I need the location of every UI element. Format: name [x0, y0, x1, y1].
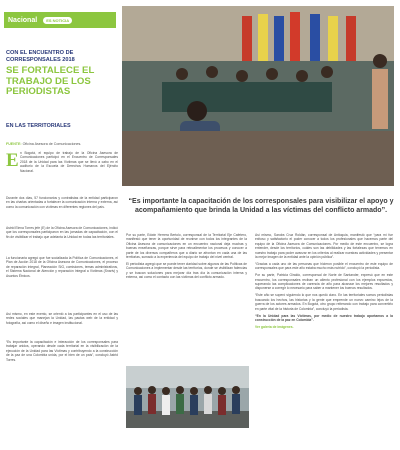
article-source: [6, 142, 118, 146]
group-photo: [126, 366, 249, 428]
section-label: Nacional: [8, 16, 38, 24]
col3-paragraph-1: Así mismo, Sandra Cruz Roldán, corresponsal de Antioquia, manifestó que “para mí fue exitoso y satisfactorio el poder conocer a todos los profesionales que hacemos parte del equipo de la Oficina Asesora de Comunicaciones. Por medio de este encuentro, se logra entender, desde los territorios, cuáles son las debilidades y las fortalezas que tenemos en nuestro trabajo para poder avanzar en los criterios al realizar nuestras actividades y presentar la mejor imagen de la entidad ante la opinión pública”.: [255, 233, 393, 260]
col3-paragraph-3: Por su parte, Patricia Giraldo, corresponsal de Norte de Santander, expresó que en este encuentro, los corresponsales reciban un aliento profesional con los ejemplos expuestos, superando las complicaciones de carencia de año para alcanzar los mejores resultados y disponerse a corregir lo necesario para saber a mantener los buenos resultados.: [255, 273, 393, 291]
left-paragraph-1: Durante dos días, 57 funcionarios y contratistas de la entidad participaron en las charlas orientadas a fortalecer la comunicación interna y externa, así como la comunicación con víctimas en diferentes regiones del país.: [6, 196, 118, 209]
col2-paragraph-1: Por su parte, Edwin Herrera Bertolo, corresponsal de la Territorial Eje Cafetero, manifestó que tener la oportunidad de reunirse con todos los integrantes de la Oficina Asesora de comunicaciones en un encuentro nacional deja muchas y buenas enseñanzas, porque sirve para retroalimentar los procesos y conocer a parte de los diversos compañeros que a diario se afrontan en cada una de las territorias, sumado a la experiencia del equipo de trabajo del nivel central.: [126, 233, 247, 260]
source-key: FUENTE:: [6, 142, 22, 146]
col2-paragraph-2: El periodista agregó que se puede tener claridad sobre algunos de las Políticas de Comunicaciones a implementar desde las territorios, donde se visibilizan falencias y se buscan soluciones para mejorar día tras día la comunicación interna y externa, así como el contacto con las víctimas del conflicto armado.: [126, 261, 247, 280]
article-kicker: CON EL ENCUENTRO DE CORRESPONSALES 2018: [6, 50, 75, 63]
pull-quote: “Es importante la capacitación de los corresponsales para visibilizar el apoyo y acompañamiento que brinda la Unidad a las víctimas del conflicto armado”.: [128, 198, 394, 214]
col3-paragraph-4: “Este año se superó siguiendo lo que nos quedó claro. En las territoriales somos periodistas buscando los hechos, las historias y la gente que emprende un nuevo camino lejos de la guerra de los actores armados. En Bogotá, otro grupo reiterando con trabajo para convertirlo en parte vital de la historia de Colombia”, concluyó la periodista.: [255, 293, 393, 311]
lead-paragraph: n Bogotá, el equipo de trabajo de la Oficina Asesora de Comunicaciones participó en el Encuentro de Corresponsales 2018 de la Unidad para las Víctimas que se llevó a cabo en el auditorio de la Escuela de Derechos Humanos del Ejército Nacional.: [20, 151, 118, 173]
gallery-link[interactable]: Ver galería de imágenes.: [255, 324, 294, 329]
text-column-3: [255, 233, 393, 332]
text-column-2: [126, 233, 247, 282]
main-photo: [122, 6, 394, 186]
article-subhead: EN LAS TERRITORIALES: [6, 123, 71, 129]
col3-paragraph-5: “En la Unidad para las Víctimas, por medio de nuestro trabajo aportamos a la construcción de la paz en Colombia”.: [255, 313, 393, 322]
left-paragraph-5: “Es importante la capacitación e interacción de los corresponsales para trabajar unidos, operando desde cada territorial en la visibilización de la ejecución de la Unidad para las Víctimas y contribuyendo a la construcción de la paz de una Colombia unida, por el bien de un país”, concluyó Astrid Torres.: [6, 340, 118, 362]
section-tag: [4, 12, 116, 28]
drop-cap: E: [6, 150, 19, 171]
news-badge: ES NOTICIA: [43, 17, 72, 24]
left-paragraph-3: La funcionaria agregó que fue socializada la Política de Comunicaciones, el Plan de Acción 2018 de la Oficina Asesora de Comunicaciones, el proceso de reparación integral, Planeación SIG, comisiones, temas administrativos, el Sistema Nacional de Atención y reparación Integral a Víctimas (Snariv) y Asuntos Étnicos.: [6, 256, 118, 278]
col3-paragraph-2: “Gracias a cada uno de las personas que hicieron posible el encuentro de este equipo de corresponsales que para este año estaba mucho más nutrido”, concluyó la periodista.: [255, 261, 393, 271]
left-paragraph-2: Astrid Elena Torres jefe (E) de la Oficina Asesora de Comunicaciones, indicó que los corresponsales participaron en las jornadas de capacitación, con el fin de visibilizar el trabajo que adelanta la Unidad en todas las territoriales.: [6, 226, 118, 239]
article-headline: SE FORTALECE EL TRABAJO DE LOS PERIODISTAS: [6, 65, 95, 97]
left-paragraph-4: Así mismo, en este evento, se orientó a los participantes en el uso de las redes sociales que manejan la Unidad, las pautas web de la entidad y fotografía, así como el diseño e imagen institucional.: [6, 312, 118, 325]
source-value: Oficina Asesora de Comunicaciones.: [22, 142, 82, 146]
